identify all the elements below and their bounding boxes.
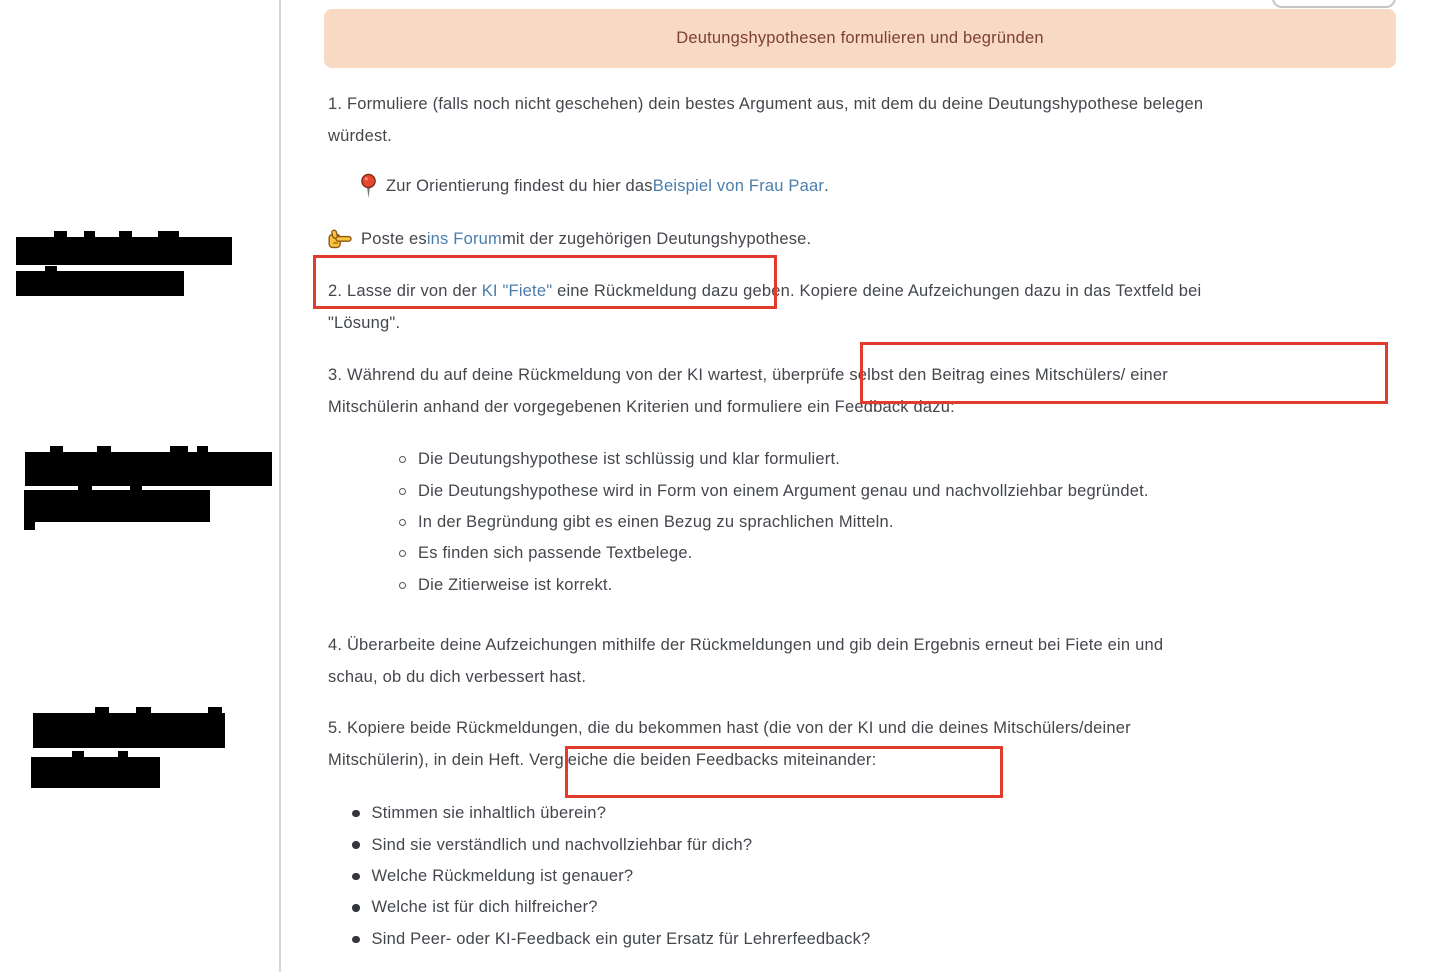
step3-line1: 3. Während du auf deine Rückmeldung von der KI wartest, überprüfe selbst den Beitrag eines Mitschülers/ einer — [328, 366, 1168, 384]
step4-line2: schau, ob du dich verbessert hast. — [328, 668, 587, 686]
disc-bullet-icon — [352, 810, 360, 818]
step1-paragraph — [328, 88, 1203, 152]
step4-line1: 4. Überarbeite deine Aufzeichungen mithilfe der Rückmeldungen und gib dein Ergebnis erneut bei Fiete ein und — [328, 636, 1164, 654]
step2-seg1: 2. Lasse dir von der — [328, 282, 482, 300]
forum-line — [328, 225, 811, 253]
list-item — [352, 798, 870, 829]
list-item — [399, 538, 1149, 569]
forum-prefix: Poste es — [361, 229, 427, 248]
criteria-item-text: Die Zitierweise ist korrekt. — [418, 575, 613, 594]
step3-line2: Mitschülerin anhand der vorgegebenen Kriterien und formuliere ein Feedback dazu: — [328, 398, 955, 416]
criteria-item-text: Es finden sich passende Textbelege. — [418, 544, 693, 563]
hint-suffix: . — [824, 176, 829, 195]
section-title: Deutungshypothesen formulieren und begründen — [676, 29, 1044, 47]
forum-suffix: mit der zugehörigen Deutungshypothese. — [501, 229, 812, 248]
forum-link[interactable]: ins Forum — [426, 229, 502, 248]
list-item — [399, 475, 1149, 506]
criteria-list — [399, 444, 1149, 601]
hint-prefix: Zur Orientierung findest du hier das — [386, 176, 653, 195]
step5-paragraph — [328, 712, 1131, 776]
step2-paragraph — [328, 275, 1201, 339]
question-item-text: Sind Peer- oder KI-Feedback ein guter Ersatz für Lehrerfeedback? — [371, 929, 871, 948]
list-item — [352, 829, 870, 860]
step5-line1: 5. Kopiere beide Rückmeldungen, die du bekommen hast (die von der KI und die deines Mitschülers/deiner — [328, 719, 1131, 737]
step2-seg2: eine Rückmeldung dazu geben. Kopiere deine Aufzeichungen dazu in das Textfeld bei — [552, 282, 1202, 300]
circle-bullet-icon — [399, 488, 406, 495]
list-item — [352, 892, 870, 923]
disc-bullet-icon — [352, 841, 360, 849]
step4-paragraph — [328, 629, 1163, 693]
disc-bullet-icon — [352, 936, 360, 944]
question-item-text: Sind sie verständlich und nachvollziehbar für dich? — [371, 835, 753, 854]
example-link[interactable]: Beispiel von Frau Paar — [652, 176, 825, 195]
question-item-text: Welche ist für dich hilfreicher? — [371, 898, 598, 917]
questions-list — [352, 798, 870, 955]
circle-bullet-icon — [399, 582, 406, 589]
step1-line2: würdest. — [328, 127, 392, 145]
list-item — [399, 570, 1149, 601]
step3-paragraph — [328, 359, 1168, 423]
criteria-item-text: Die Deutungshypothese ist schlüssig und klar formuliert. — [418, 450, 841, 469]
fiete-link[interactable]: KI "Fiete" — [481, 282, 553, 300]
disc-bullet-icon — [352, 904, 360, 912]
criteria-item-text: Die Deutungshypothese wird in Form von einem Argument genau und nachvollziehbar begründet. — [418, 481, 1149, 500]
step1-line1: 1. Formuliere (falls noch nicht geschehen) dein bestes Argument aus, mit dem du deine Deutungshypothese belegen — [328, 95, 1204, 113]
circle-bullet-icon — [399, 456, 406, 463]
question-item-text: Welche Rückmeldung ist genauer? — [371, 866, 634, 885]
criteria-item-text: In der Begründung gibt es einen Bezug zu sprachlichen Mitteln. — [418, 512, 894, 531]
pushpin-icon — [360, 173, 377, 200]
section-title-banner — [324, 9, 1396, 68]
circle-bullet-icon — [399, 550, 406, 557]
disc-bullet-icon — [352, 873, 360, 881]
step5-line2: Mitschülerin), in dein Heft. Vergleiche die beiden Feedbacks miteinander: — [328, 751, 877, 769]
list-item — [399, 444, 1149, 475]
collapsed-top-button[interactable] — [1272, 0, 1396, 8]
hint-line — [360, 172, 829, 200]
content-left-border — [279, 0, 281, 972]
list-item — [399, 507, 1149, 538]
pointing-right-icon — [328, 229, 352, 250]
question-item-text: Stimmen sie inhaltlich überein? — [371, 804, 607, 823]
circle-bullet-icon — [399, 519, 406, 526]
list-item — [352, 861, 870, 892]
step2-line2: "Lösung". — [328, 314, 401, 332]
list-item — [352, 924, 870, 955]
